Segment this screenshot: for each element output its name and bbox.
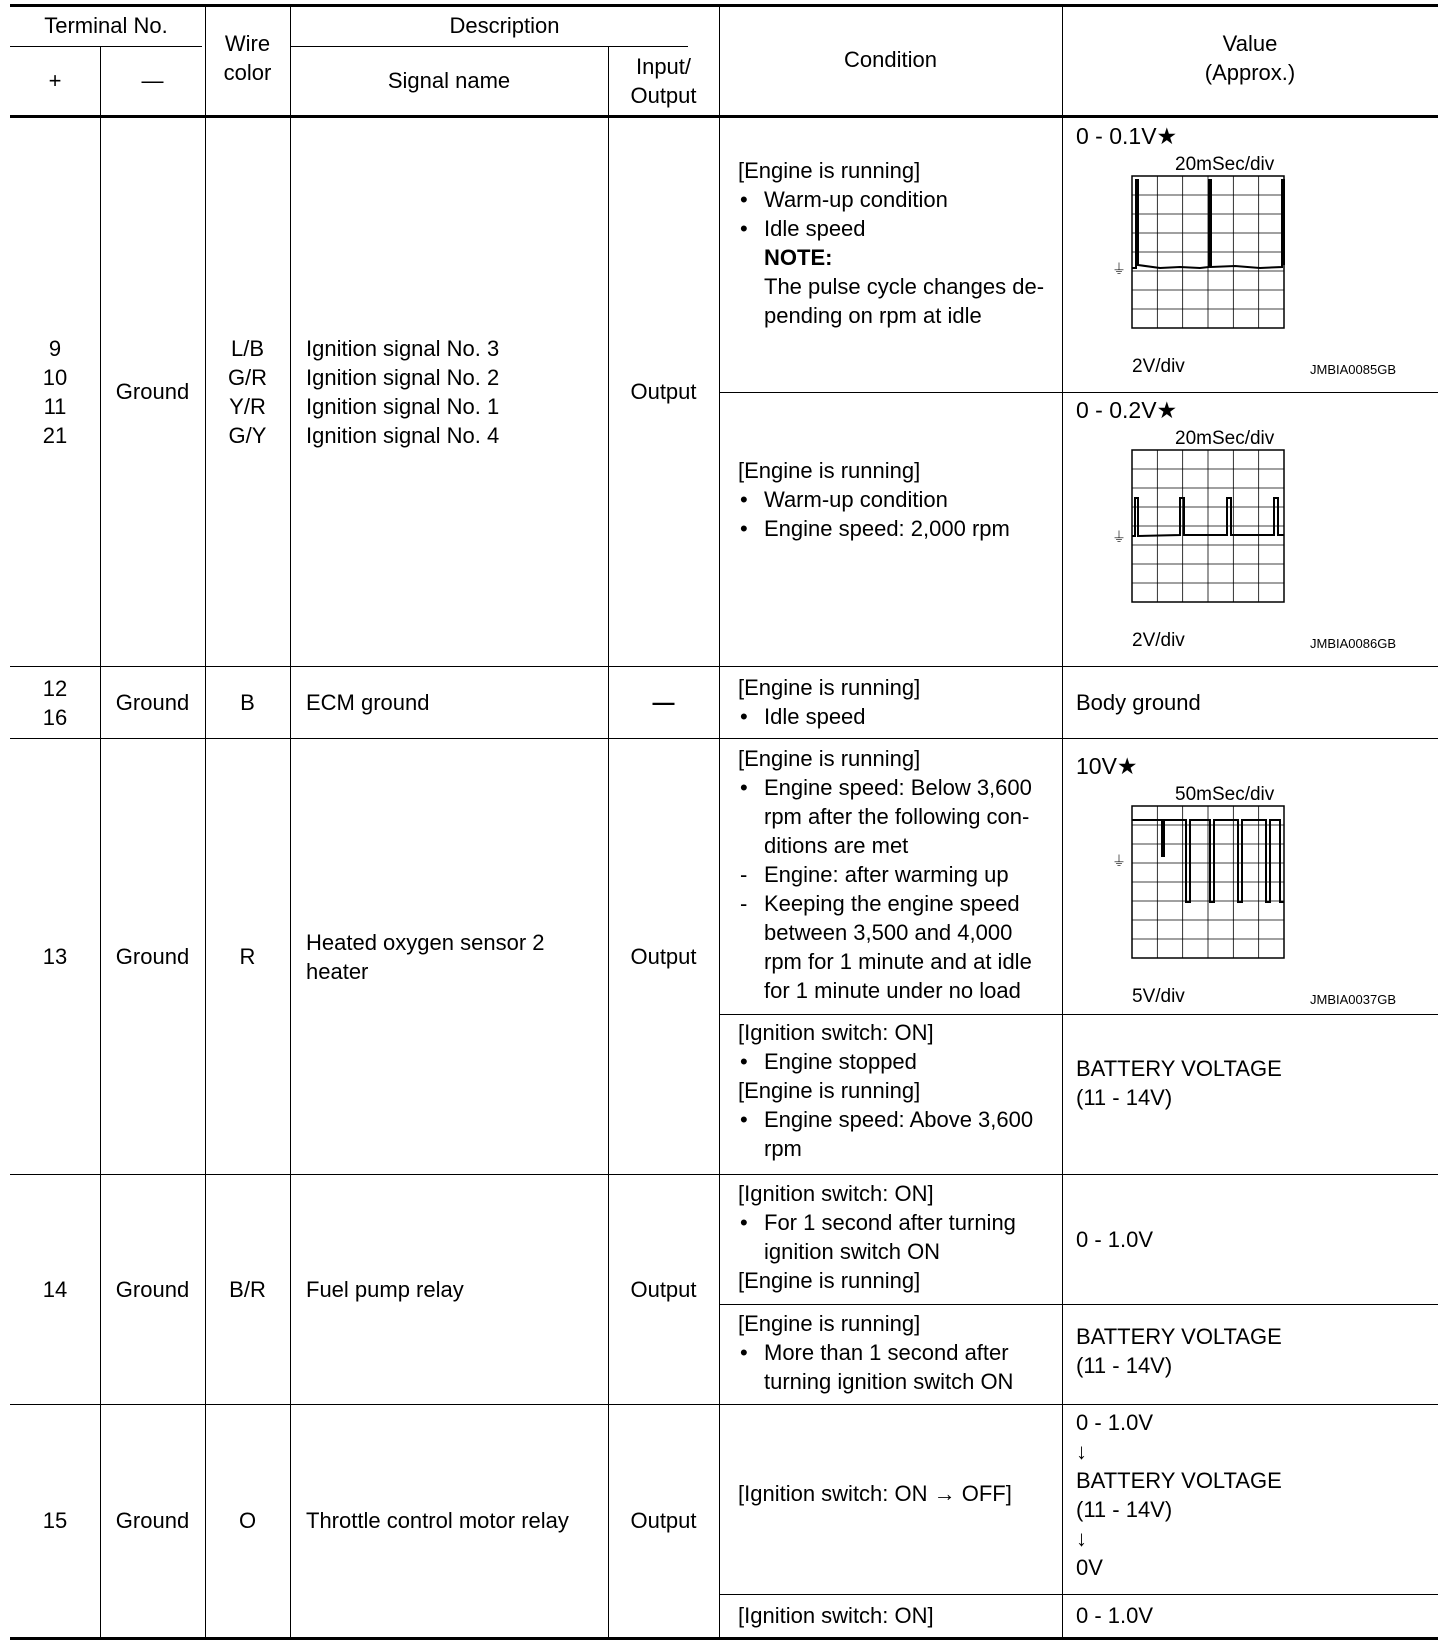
header-input-output bbox=[608, 48, 719, 114]
wire-color: L/B bbox=[230, 336, 265, 361]
fuel-io: Output bbox=[630, 1276, 697, 1302]
time-div-label: 50mSec/div bbox=[1175, 784, 1275, 805]
header-value-label: Value bbox=[1222, 31, 1278, 56]
value-line: 0 - 1.0V bbox=[1076, 1410, 1154, 1435]
value-line: (11 - 14V) bbox=[1076, 1497, 1173, 1522]
ho2-signal bbox=[306, 739, 606, 1174]
cond-line: ignition switch ON bbox=[764, 1239, 941, 1264]
terminal-number: 16 bbox=[42, 704, 68, 730]
ho2-condition-2 bbox=[738, 1018, 1068, 1163]
ho2-condition-1 bbox=[738, 744, 1068, 1005]
cond-line: [Ignition switch: ON] bbox=[738, 1020, 934, 1045]
ground-symbol-icon: ⏚ bbox=[1112, 529, 1126, 545]
ho2-waveform bbox=[1070, 780, 1430, 1016]
cond-bullet: • Idle speed bbox=[738, 214, 1068, 243]
header-output: Output bbox=[630, 83, 697, 108]
header-description: Description bbox=[449, 13, 560, 38]
fuel-ground: Ground bbox=[115, 1276, 190, 1302]
oscilloscope-graph bbox=[1070, 424, 1430, 660]
cond-bullet: • More than 1 second after bbox=[738, 1338, 1068, 1367]
fuel-condition-2 bbox=[738, 1309, 1068, 1396]
rule-sub bbox=[290, 46, 688, 47]
signal-name: Ignition signal No. 1 bbox=[306, 394, 500, 419]
header-input: Input/ bbox=[635, 54, 692, 79]
cond-bullet: • Engine speed: Below 3,600 bbox=[738, 773, 1068, 802]
signal-name: Heated oxygen sensor 2 bbox=[306, 929, 545, 955]
time-div-label: 20mSec/div bbox=[1175, 428, 1275, 449]
ign-condition-2 bbox=[738, 456, 1068, 543]
thr-ground: Ground bbox=[115, 1508, 190, 1533]
oscilloscope-graph bbox=[1070, 780, 1430, 1016]
thr-io: Output bbox=[630, 1508, 697, 1533]
terminal-number: 12 bbox=[42, 675, 68, 701]
terminal-table bbox=[10, 4, 1438, 1640]
ground-symbol-icon: ⏚ bbox=[1112, 261, 1126, 277]
cond-bullet: • Idle speed bbox=[738, 702, 1068, 731]
cond-line: [Engine is running] bbox=[738, 458, 921, 483]
wire-color: Y/R bbox=[229, 394, 266, 419]
scope-grid bbox=[1132, 806, 1284, 958]
ho2-value-2 bbox=[1076, 1054, 1282, 1112]
cond-line: [Engine is running] bbox=[738, 675, 921, 700]
cond-line: [Engine is running] bbox=[738, 1311, 921, 1336]
value-line: (11 - 14V) bbox=[1076, 1353, 1173, 1378]
arrow-down-icon: ↓ bbox=[1076, 1439, 1087, 1464]
time-div-label: 20mSec/div bbox=[1175, 154, 1275, 175]
cond-bullet: • Engine stopped bbox=[738, 1047, 1068, 1076]
thr-signal: Throttle control motor relay bbox=[306, 1508, 569, 1533]
oscilloscope-graph bbox=[1070, 150, 1430, 386]
signal-name: heater bbox=[306, 958, 369, 984]
rule-bottom bbox=[10, 1637, 1438, 1640]
terminal-number: 21 bbox=[42, 423, 68, 448]
cond-line: rpm for 1 minute and at idle bbox=[764, 949, 1032, 974]
ign-signals bbox=[306, 118, 606, 666]
cond-line: rpm after the following con- bbox=[764, 804, 1030, 829]
fuel-wire: B/R bbox=[229, 1276, 266, 1302]
cond-line: for 1 minute under no load bbox=[764, 978, 1021, 1003]
signal-name: Ignition signal No. 2 bbox=[306, 365, 500, 390]
fuel-condition-1 bbox=[738, 1179, 1068, 1295]
cond-line: The pulse cycle changes de- bbox=[764, 274, 1045, 299]
cond-line: pending on rpm at idle bbox=[764, 303, 982, 328]
volt-div-label: 2V/div bbox=[1132, 356, 1185, 377]
ho2-wire: R bbox=[239, 943, 256, 969]
header-approx: (Approx.) bbox=[1204, 60, 1296, 85]
figure-code: JMBIA0037GB bbox=[1310, 992, 1396, 1007]
header-color: color bbox=[223, 60, 272, 85]
volt-div-label: 5V/div bbox=[1132, 986, 1185, 1007]
thr-terminal: 15 bbox=[42, 1508, 68, 1533]
rule-row bbox=[720, 1304, 1438, 1305]
arrow-down-icon: ↓ bbox=[1076, 1526, 1087, 1551]
cond-bullet: • Engine speed: 2,000 rpm bbox=[738, 514, 1068, 543]
fuel-signal: Fuel pump relay bbox=[306, 1276, 464, 1302]
figure-code: JMBIA0086GB bbox=[1310, 636, 1396, 651]
terminal-number: 10 bbox=[42, 365, 68, 390]
ecm-signal: ECM ground bbox=[306, 689, 430, 715]
ho2-value-1: 10V★ bbox=[1076, 753, 1138, 779]
ign-condition-1 bbox=[738, 156, 1068, 330]
value-line: (11 - 14V) bbox=[1076, 1085, 1173, 1110]
header-minus: — bbox=[141, 68, 164, 93]
cond-dash: - Engine: after warming up bbox=[738, 860, 1068, 889]
ign-value-2: 0 - 0.2V★ bbox=[1076, 397, 1178, 423]
col-rule bbox=[290, 4, 291, 1637]
thr-wire: O bbox=[238, 1508, 257, 1533]
cond-bullet: • Warm-up condition bbox=[738, 485, 1068, 514]
header-condition: Condition bbox=[844, 46, 937, 72]
signal-name: Ignition signal No. 3 bbox=[306, 336, 500, 361]
thr-value-1 bbox=[1076, 1408, 1282, 1582]
figure-code: JMBIA0085GB bbox=[1310, 362, 1396, 377]
header-signal-name: Signal name bbox=[387, 68, 511, 93]
cond-line: rpm bbox=[764, 1136, 802, 1161]
cond-line: [Engine is running] bbox=[738, 1078, 921, 1103]
value-line: BATTERY VOLTAGE bbox=[1076, 1056, 1282, 1081]
ecm-condition bbox=[738, 673, 1068, 731]
fuel-value-2 bbox=[1076, 1322, 1282, 1380]
ign-value-1: 0 - 0.1V★ bbox=[1076, 123, 1178, 149]
ecm-io: — bbox=[652, 689, 675, 715]
cond-line: [Engine is running] bbox=[738, 1268, 921, 1293]
wire-color: G/R bbox=[227, 365, 268, 390]
ign-io: Output bbox=[630, 379, 697, 404]
header-terminal-no: Terminal No. bbox=[44, 13, 168, 38]
fuel-terminal: 14 bbox=[42, 1276, 68, 1302]
terminal-number: 9 bbox=[48, 336, 62, 361]
value-line: BATTERY VOLTAGE bbox=[1076, 1324, 1282, 1349]
header-wire-color bbox=[205, 28, 290, 88]
header-wire: Wire bbox=[224, 31, 271, 56]
header-plus: + bbox=[48, 68, 62, 93]
terminal-number: 11 bbox=[43, 394, 67, 419]
cond-bullet: • Engine speed: Above 3,600 bbox=[738, 1105, 1068, 1134]
waveform-trace bbox=[1132, 180, 1284, 268]
wire-color: G/Y bbox=[228, 423, 267, 448]
ign-wires bbox=[205, 118, 290, 666]
ign-waveform-2 bbox=[1070, 424, 1430, 660]
ecm-wire: B bbox=[240, 689, 255, 715]
thr-condition-1: [Ignition switch: ON → OFF] bbox=[738, 1481, 1012, 1506]
cond-bullet: • For 1 second after turning bbox=[738, 1208, 1068, 1237]
cond-line: [Engine is running] bbox=[738, 158, 921, 183]
cond-line: [Engine is running] bbox=[738, 746, 921, 771]
cond-note: NOTE: bbox=[764, 245, 833, 270]
rule-row bbox=[720, 392, 1438, 393]
cond-line: [Ignition switch: ON] bbox=[738, 1181, 934, 1206]
ho2-terminal: 13 bbox=[42, 943, 68, 969]
signal-name: Ignition signal No. 4 bbox=[306, 423, 500, 448]
header-value bbox=[1062, 28, 1438, 88]
ecm-value: Body ground bbox=[1076, 689, 1201, 715]
value-line: 0V bbox=[1076, 1555, 1103, 1580]
ecm-ground: Ground bbox=[115, 689, 190, 715]
ign-waveform-1 bbox=[1070, 150, 1430, 386]
cond-line: between 3,500 and 4,000 bbox=[764, 920, 1013, 945]
cond-line: ditions are met bbox=[764, 833, 909, 858]
fuel-value-1: 0 - 1.0V bbox=[1076, 1226, 1154, 1252]
ecm-terminals bbox=[10, 667, 100, 738]
value-line: BATTERY VOLTAGE bbox=[1076, 1468, 1282, 1493]
ign-terminals bbox=[10, 118, 100, 666]
thr-value-2: 0 - 1.0V bbox=[1076, 1603, 1154, 1628]
ground-symbol-icon: ⏚ bbox=[1112, 853, 1126, 869]
volt-div-label: 2V/div bbox=[1132, 630, 1185, 651]
col-rule bbox=[719, 4, 720, 1637]
thr-condition-2: [Ignition switch: ON] bbox=[738, 1603, 934, 1628]
ign-ground: Ground bbox=[115, 379, 190, 404]
cond-bullet: • Warm-up condition bbox=[738, 185, 1068, 214]
cond-line: turning ignition switch ON bbox=[764, 1369, 1014, 1394]
scope-grid bbox=[1132, 450, 1284, 602]
ho2-io: Output bbox=[630, 943, 697, 969]
ho2-ground: Ground bbox=[115, 943, 190, 969]
rule-sub bbox=[10, 46, 202, 47]
cond-dash: - Keeping the engine speed bbox=[738, 889, 1068, 918]
